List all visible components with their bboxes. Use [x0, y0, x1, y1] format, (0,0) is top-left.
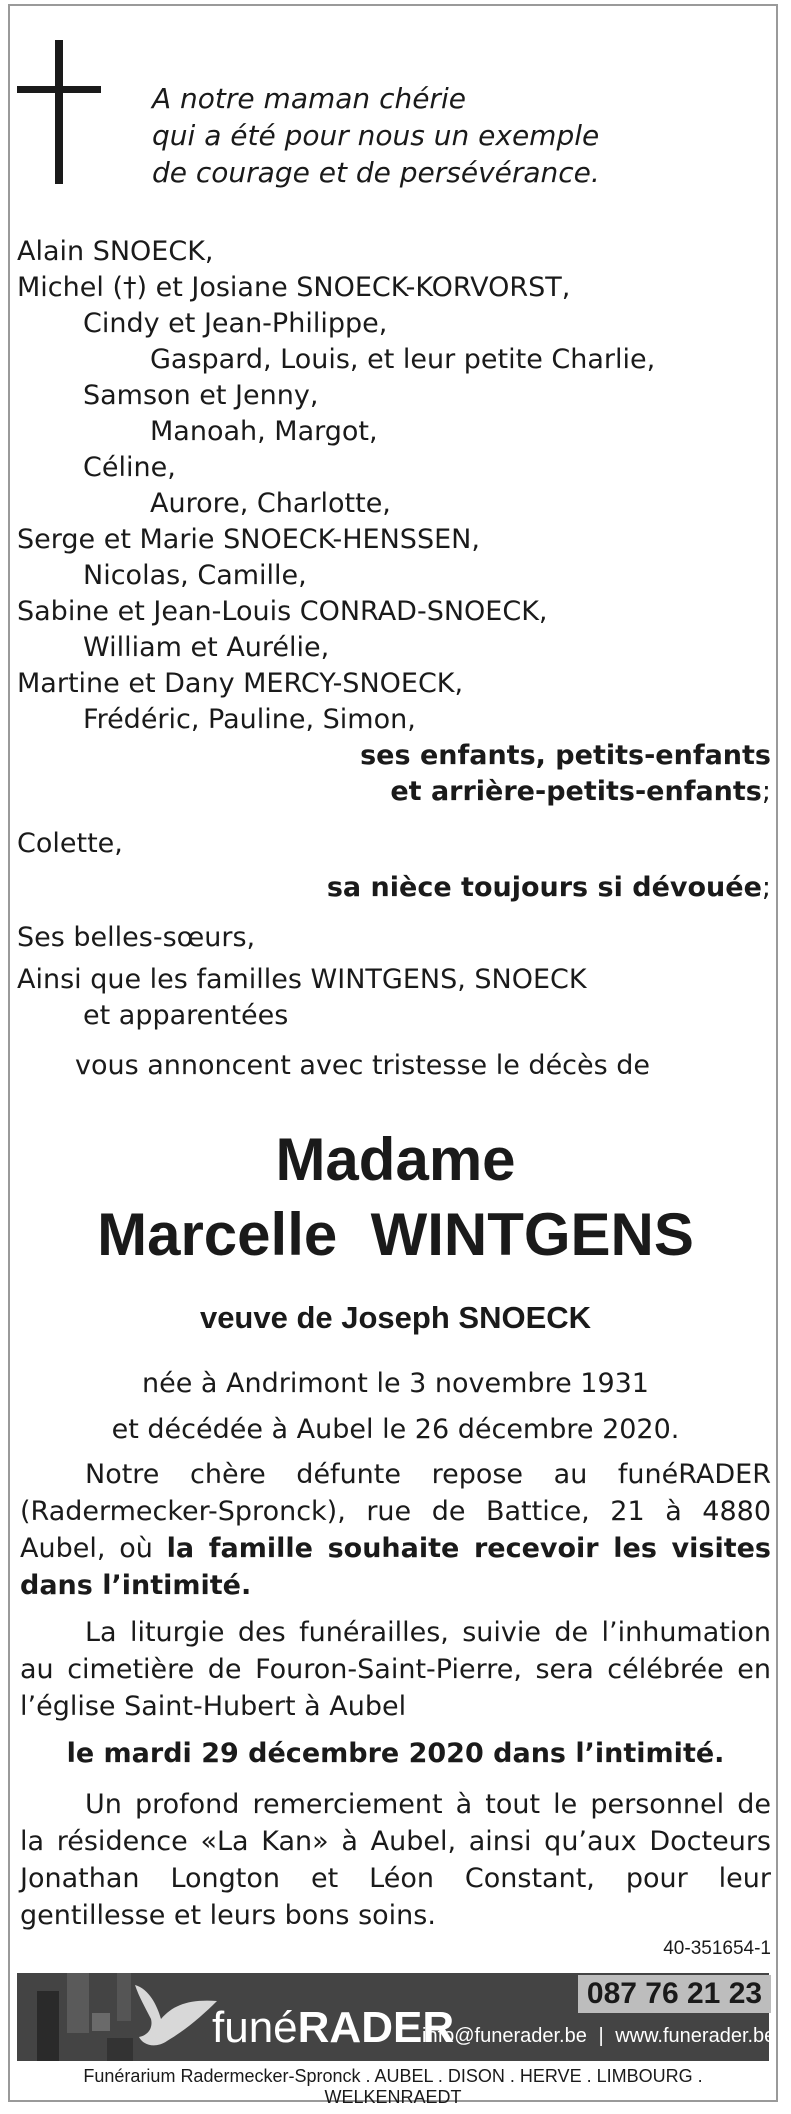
family-member: Samson et Jenny, — [83, 380, 319, 411]
family-member: Serge et Marie SNOECK-HENSSEN, — [17, 524, 480, 555]
epitaph-line: de courage et de persévérance. — [152, 156, 600, 189]
thanks-paragraph: Un profond remerciement à tout le personnel de la résidence «La Kan» à Aubel, ainsi qu’aux Docteurs Jonathan Longton et Léon Constant, pour leur gentillesse et leurs bons soins. — [20, 1789, 771, 1931]
family-member: Manoah, Margot, — [150, 416, 378, 447]
niece-name: Colette, — [17, 828, 123, 859]
ceremony-date: le mardi 29 décembre 2020 dans l’intimité. — [66, 1738, 725, 1769]
funeral-home-locations: Funérarium Radermecker-Spronck . AUBEL . DISON . HERVE . LIMBOURG . WELKENRAEDT — [83, 2066, 703, 2107]
families-line: et apparentées — [83, 1000, 289, 1031]
family-member: Nicolas, Camille, — [83, 560, 307, 591]
phone-number[interactable]: 087 76 21 23 — [586, 1977, 763, 2010]
epitaph-line: A notre maman chérie — [152, 82, 466, 115]
family-member: Martine et Dany MERCY-SNOECK, — [17, 668, 464, 699]
family-member: Gaspard, Louis, et leur petite Charlie, — [150, 344, 656, 375]
role-niece: sa nièce toujours si dévouée; — [326, 872, 771, 903]
role-grandchildren: et arrière-petits-enfants; — [390, 776, 771, 807]
sisters-in-law: Ses belles-sœurs, — [17, 922, 256, 953]
brand-logo: funéRADER — [212, 2003, 455, 2052]
website-link[interactable]: www.funerader.be — [615, 2025, 776, 2047]
liturgy-paragraph: La liturgie des funérailles, suivie de l’inhumation au cimetière de Fouron-Saint-Pierre, sera célébrée en l’église Saint-Hubert à Aubel — [20, 1617, 771, 1722]
email-link[interactable]: info@funerader.be — [422, 2025, 587, 2047]
deceased-name: Marcelle WINTGENS — [97, 1201, 694, 1268]
role-children: ses enfants, petits-enfants — [360, 740, 771, 771]
announcement: vous annoncent avec tristesse le décès de — [75, 1050, 651, 1081]
dove-icon — [127, 1979, 222, 2051]
contact-line: info@funerader.be | www.funerader.be — [422, 2025, 776, 2047]
birth-info: née à Andrimont le 3 novembre 1931 — [141, 1368, 649, 1399]
phone-box — [578, 1975, 771, 2013]
family-member: Michel (†) et Josiane SNOECK-KORVORST, — [17, 272, 571, 303]
family-member: William et Aurélie, — [83, 632, 330, 663]
family-member: Céline, — [83, 452, 176, 483]
viewing-paragraph: Notre chère défunte repose au funéRADER (Radermecker-Spronck), rue de Battice, 21 à 4880 Aubel, où la famille souhaite recevoir les visites dans l’intimité. — [20, 1459, 771, 1601]
death-info: et décédée à Aubel le 26 décembre 2020. — [111, 1414, 680, 1445]
family-member: Sabine et Jean-Louis CONRAD-SNOECK, — [17, 596, 548, 627]
widow-of: veuve de Joseph SNOECK — [199, 1300, 592, 1335]
family-member: Cindy et Jean-Philippe, — [83, 308, 388, 339]
family-member: Frédéric, Pauline, Simon, — [83, 704, 416, 735]
family-member: Aurore, Charlotte, — [150, 488, 391, 519]
deceased-title: Madame — [275, 1126, 516, 1193]
epitaph-line: qui a été pour nous un exemple — [152, 119, 600, 152]
family-member: Alain SNOECK, — [17, 236, 214, 267]
reference-number: 40-351654-1 — [663, 1938, 771, 1959]
families-line: Ainsi que les familles WINTGENS, SNOECK — [17, 964, 587, 995]
